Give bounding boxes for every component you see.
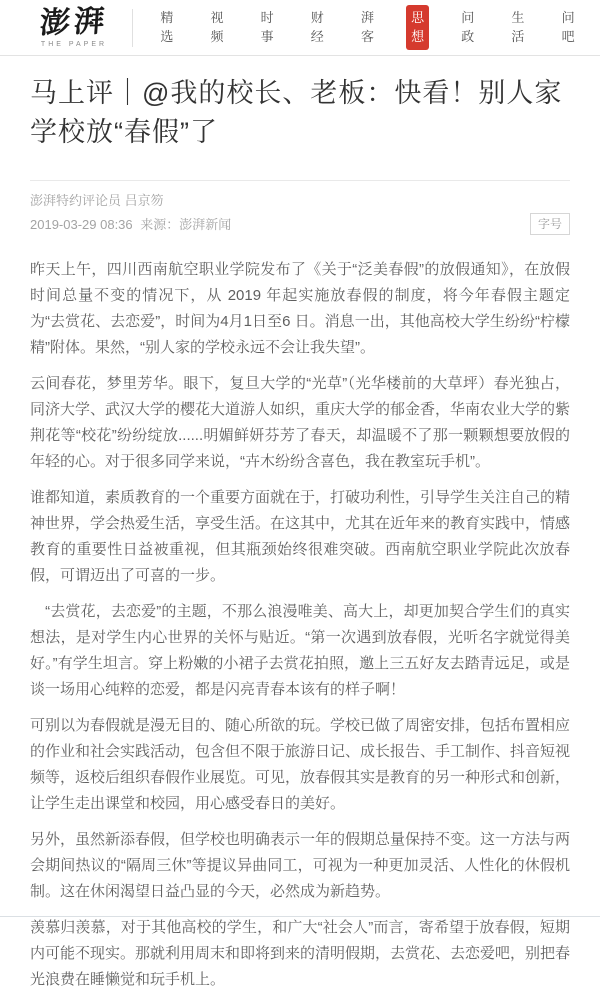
main-nav (155, 5, 586, 51)
nav-tab-label: 湃客 (360, 9, 374, 44)
article-paragraph: 另外，虽然新添春假，但学校也明确表示一年的假期总量保持不变。这一方法与两会期间热议的“隔周三休”等提议异曲同工，可视为一种更加灵活、人性化的休假机制。这在休闲渴望日益凸显的今天，必然成为新趋势。 (30, 831, 571, 900)
thepaper-logo[interactable] (38, 3, 110, 48)
article-source: 来源：澎湃新闻 (140, 216, 232, 232)
nav-tab-label: 时事 (260, 9, 274, 44)
article-date-source (30, 214, 235, 235)
article-paragraph: 羡慕归羡慕，对于其他高校的学生，和广大“社会人”而言，寄希望于放春假，短期内可能不现实。那就利用周末和即将到来的清明假期，去赏花、去恋爱吧，别把春光浪费在睡懒觉和玩手机上。 (30, 919, 571, 988)
nav-tab-label: 财经 (310, 9, 324, 44)
article-meta-row (30, 213, 570, 235)
nav-tab-paike[interactable] (356, 5, 380, 51)
nav-tab-thought-active[interactable] (406, 5, 430, 51)
nav-tab-label: 生活 (511, 9, 525, 44)
article-date: 2019-03-29 08:36 (30, 216, 133, 232)
article-paragraph: “去赏花，去恋爱”的主题，不那么浪漫唯美、高大上，却更加契合学生们的真实想法，是对学生内心世界的关怀与贴近。“第一次遇到放春假，光听名字就觉得美好。”有学生坦言。穿上粉嫩的小裙子去赏花拍照，邀上三五好友去踏青远足，或是谈一场用心纯粹的恋爱，都是闪亮青春本该有的样子啊！ (30, 603, 570, 698)
article-paragraph: 云间春花，梦里芳华。眼下，复旦大学的“光草”（光华楼前的大草坪）春光独占，同济大学、武汉大学的樱花大道游人如织，重庆大学的郁金香，华南农业大学的紫荆花等“校花”纷纷绽放......明媚鲜妍芬芳了春天，却温暖不了那一颗颗想要放假的年轻的心。对于很多同学来说，“卉木纷纷含喜色，我在教室玩手机”。 (30, 375, 571, 470)
font-size-button[interactable]: 字号 (530, 213, 570, 235)
nav-tab-video[interactable] (205, 5, 229, 51)
nav-tab-featured[interactable] (155, 5, 179, 51)
article-byline: 澎湃特约评论员 吕京笏 (30, 193, 164, 208)
article-paragraph: 可别以为春假就是漫无目的、随心所欲的玩。学校已做了周密安排，包括布置相应的作业和社会实践活动，包含但不限于旅游日记、成长报告、手工制作、抖音短视频等，返校后组织春假作业展览。可见，放春假其实是教育的另一种形式和创新，让学生走出课堂和校园，用心感受春日的美好。 (30, 717, 571, 812)
nav-tab-ask-politics[interactable] (456, 5, 480, 51)
article-paragraph: 昨天上午，四川西南航空职业学院发布了《关于“泛美春假”的放假通知》，在放假时间总量不变的情况下，从 2019 年起实施放春假的制度，将今年春假主题定为“去赏花、去恋爱”，时间为4月1日至6 日。消息一出，其他高校大学生纷纷“柠檬精”附体。果然，“别人家的学校永远不会让我失望”。 (30, 261, 570, 356)
article-paragraph: 谁都知道，素质教育的一个重要方面就在于，打破功利性，引导学生关注自己的精神世界，学会热爱生活，享受生活。在这其中，尤其在近年来的教育实践中，情感教育的重要性日益被重视，但其瓶颈始终很难突破。西南航空职业学院此次放春假，可谓迈出了可喜的一步。 (30, 489, 571, 584)
header-divider (132, 9, 133, 47)
article-page (0, 56, 600, 993)
article-title: 马上评｜@我的校长、老板：快看！别人家学校放“春假”了 (30, 78, 563, 147)
nav-tab-label: 问吧 (561, 9, 575, 44)
article-body (30, 257, 570, 993)
nav-tab-finance[interactable] (305, 5, 329, 51)
nav-tab-wenba[interactable] (556, 5, 580, 51)
meta-separator (30, 180, 570, 181)
nav-tab-label: 问政 (461, 9, 475, 44)
nav-tab-current-affairs[interactable] (255, 5, 279, 51)
nav-tab-label: 精选 (160, 9, 174, 44)
nav-tab-life[interactable] (506, 5, 530, 51)
thepaper-logo-text: 澎湃 (38, 3, 110, 41)
nav-tab-label: 视频 (210, 9, 224, 44)
thepaper-logo-subtext: THE PAPER (40, 40, 108, 48)
nav-tab-label: 思想 (411, 9, 425, 44)
site-header (0, 0, 600, 56)
